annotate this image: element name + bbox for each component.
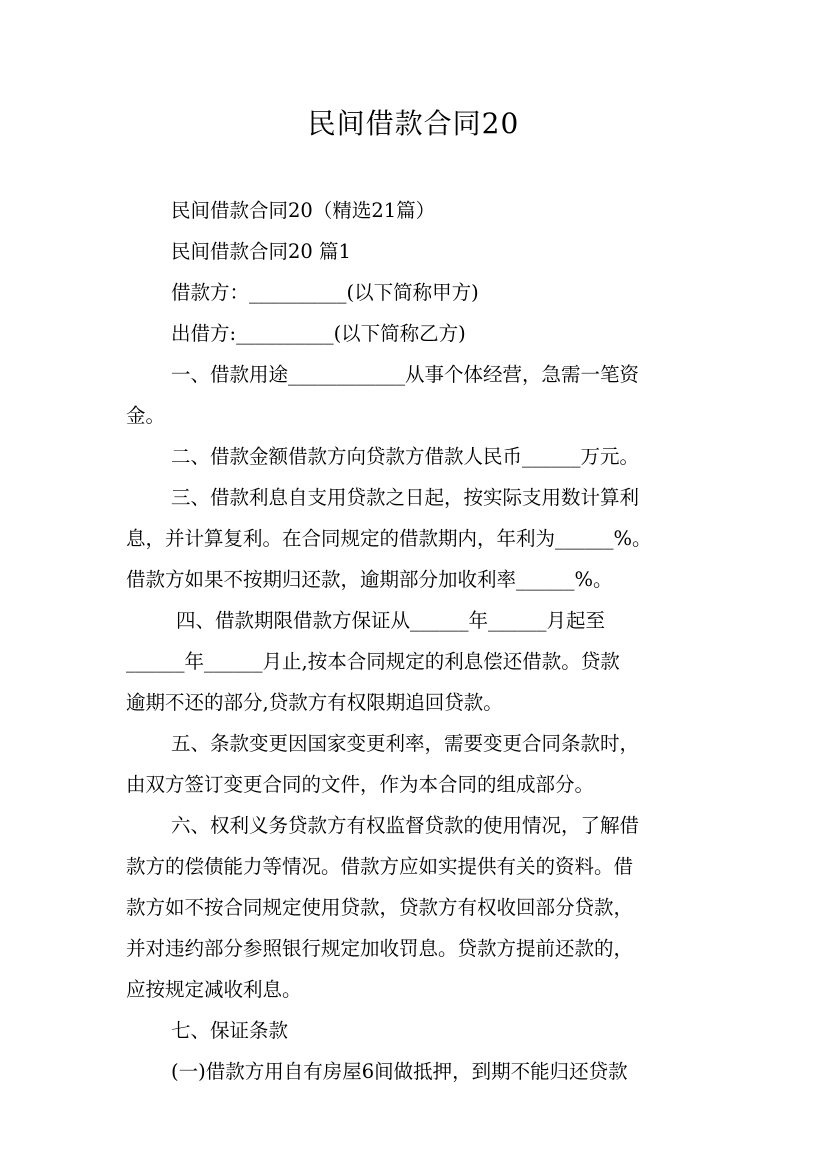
text-line: 借款方如果不按期归还款，逾期部分加收利率______%。 [126, 568, 613, 591]
text-line: 借款方：__________(以下简称甲方) [171, 281, 479, 304]
text-line: (一)借款方用自有房屋6间做抵押，到期不能归还贷款 [171, 1060, 628, 1083]
document-title: 民间借款合同20 [307, 107, 520, 140]
text-line: 一、借款用途____________从事个体经营，急需一笔资 [171, 363, 640, 386]
text-line: 金。 [126, 404, 166, 427]
text-line: 民间借款合同20 篇1 [171, 240, 351, 263]
text-line: 五、条款变更因国家变更利率，需要变更合同条款时， [171, 732, 640, 755]
text-line: 款方的偿债能力等情况。借款方应如实提供有关的资料。借 [126, 855, 634, 878]
text-line: 逾期不还的部分,贷款方有权限期追回贷款。 [126, 691, 503, 714]
text-line: 民间借款合同20（精选21篇） [171, 199, 436, 222]
text-line: 款方如不按合同规定使用贷款，贷款方有权收回部分贷款， [126, 896, 634, 919]
text-line: ______年______月止,按本合同规定的利息偿还借款。贷款 [126, 650, 620, 673]
text-line: 息，并计算复利。在合同规定的借款期内，年利为______%。 [126, 527, 652, 550]
text-line: 由双方签订变更合同的文件，作为本合同的组成部分。 [126, 773, 595, 796]
document-body [126, 190, 706, 1092]
text-line: 并对违约部分参照银行规定加收罚息。贷款方提前还款的， [126, 937, 634, 960]
text-line: 应按规定减收利息。 [126, 978, 302, 1001]
text-line: 二、借款金额借款方向贷款方借款人民币______万元。 [171, 445, 640, 468]
text-line: 六、权利义务贷款方有权监督贷款的使用情况，了解借 [171, 814, 640, 837]
text-line: 出借方:__________(以下简称乙方) [171, 322, 466, 345]
text-line: 三、借款利息自支用贷款之日起，按实际支用数计算利 [171, 486, 640, 509]
text-line: 四、借款期限借款方保证从______年______月起至 [176, 609, 606, 632]
text-line: 七、保证条款 [171, 1019, 289, 1042]
